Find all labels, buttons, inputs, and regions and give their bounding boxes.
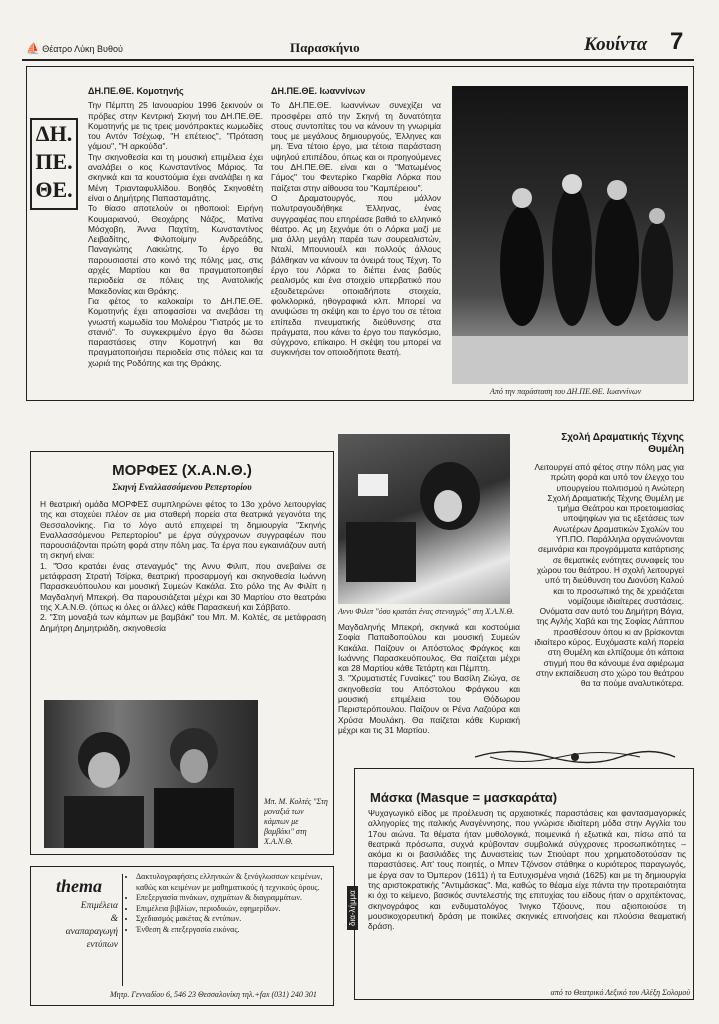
morfes-body-continued: Μαγδαληνής Μπεκρή, σκηνικά και κοστούμια Σοφία Παπαδοπούλου και μουσική Συμεών Κακάλα. Παίζουν οι Απόστολος Φράγκος και Ιωάννης Παρασκευόπουλος. Θα παίζεται μέχρι και 28 Μαρτίου κάθε Τετάρτη και Πέμπτη. 3. "Χρυματιστές Γυναίκες" του Βασίλη Ζιώγα, σε σκηνοθεσία του Απόστολου Φράγκου και μουσική επιμέλεια του Θόδωρου Περιστερόπουλου. Παίζουν οι Ρένα Λαζούρα και Χρύσα Μουλάκη. Θα παίζεται κάθε Κυριακή μέχρι και τις 31 Μαρτίου. xyxy=(338,622,520,735)
thema-logo: thema xyxy=(56,876,103,896)
ioannina-title: ΔΗ.ΠΕ.ΘΕ. Ιωαννίνων xyxy=(271,86,366,96)
mask-title: Μάσκα (Masque = μασκαράτα) xyxy=(370,790,558,805)
service-item: • Δακτυλογραφήσεις ελληνικών & ξενόγλωσσων κειμένων, καθώς και κειμένων με μαθηματικούς ή τεχνικούς όρους. xyxy=(136,872,336,893)
page-number: 7 xyxy=(670,28,684,55)
ioannina-photo-caption: Από την παράσταση του ΔΗ.ΠΕ.ΘΕ. Ιωαννίνων xyxy=(490,387,642,396)
ad-divider xyxy=(122,874,123,986)
komotini-body: Την Πέμπτη 25 Ιανουαρίου 1996 ξεκινούν οι πρόβες στην Κεντρική Σκηνή του ΔΗ.ΠΕ.ΘΕ. Κομοτηνής με τις τρεις μονόπρακτες κωμωδίες του Αντόν Τσέχωφ, "Η επέτειος", "Πρόταση γάμου", "Η αρκούδα". Την σκηνοθεσία και τη μουσική επιμέλεια έχει αναλάβει ο κος Κωνσταντίνος Μάριος. Τα σκηνικά και τα κουστούμια έχει αναλάβει η κα Μένη Τριανταφυλλίδου. Βοηθός Σκηνοθέτη είναι ο Δημήτρης Παπασταμάτης. Το θίασο αποτελούν οι ηθοποιοί: Ειρήνη Κουμαριανού, Θεοχάρης Νάζος, Ματίνα Μόσχοβη, Άννα Παχτίτη, Κωνσταντίνος Λειβαδίτης, Φιλοποίμην Ανδρεάδης, Παναγιώτης Λακιώτης. Το έργο θα παρουσιαστεί στο κοινό της πόλης μας, στις αρχές Μαρτίου και θα πραγματοποιηθεί περιοδεία σε πόλεις της Ανατολικής Μακεδονίας και Θράκης. Για φέτος το καλοκαίρι το ΔΗ.ΠΕ.ΘΕ. Κομοτηνής έχει αποφασίσει να ανεβάσει τη γνωστή κωμωδία του Μολιέρου "Γιατρός με το στανιό". Το συγκεκριμένο έργο θα δώσει παραστάσεις στην Κομοτηνή και θα πραγματοποιήσει περιοδεία στις πόλεις και τα χωριά της Ροδόπης και της Θράκης. xyxy=(88,100,263,368)
tagline-line1: Επιμέλεια xyxy=(80,901,118,911)
mask-source: από το Θεατρικό Λεξικό του Αλέξη Σολομού xyxy=(550,988,690,997)
header-brand xyxy=(26,42,123,55)
ioannina-article xyxy=(271,86,441,358)
morfes-subtitle: Σκηνή Εναλλασσόμενου Ρεπερτορίου xyxy=(112,482,252,492)
ship-icon: ⛵ xyxy=(26,43,40,55)
header-rule xyxy=(22,59,694,61)
performance-figures-illustration xyxy=(452,86,688,384)
thema-services xyxy=(126,872,336,935)
komotini-title: ΔΗ.ΠΕ.ΘΕ. Κομοτηνής xyxy=(88,86,184,96)
section-title: Παρασκήνιο xyxy=(290,40,360,55)
koltes-play-photo xyxy=(44,700,258,848)
komotini-article xyxy=(88,86,263,368)
service-item: • Επεξεργασία πινάκων, σχημάτων & διαγραμμάτων. xyxy=(136,893,336,904)
morfes-title: ΜΟΡΦΕΣ (Χ.Α.Ν.Θ.) xyxy=(112,462,252,479)
service-item: • Επιμέλεια βιβλίων, περιοδικών, εφημερίδων. xyxy=(136,904,336,915)
badge-line3: ΘΕ. xyxy=(35,177,73,202)
morfes-actress-photo xyxy=(338,434,510,604)
thema-address: Μητρ. Γενναδίου 6, 546 23 Θεσσαλονίκη τηλ.+fax (031) 240 301 xyxy=(110,990,317,999)
school-title: Σχολή Δραματικής Τέχνης Θυμέλη xyxy=(561,432,684,455)
koltes-photo-caption: Μπ. Μ. Κολτές "Στη μοναξιά των κάμπων με βαμβάκι" στη Χ.Α.Ν.Θ. xyxy=(264,797,328,846)
flourish-icon xyxy=(470,746,680,768)
thema-tagline xyxy=(38,900,118,952)
mask-side-label: δια-λήμμα xyxy=(347,886,358,930)
service-item: • Σχεδιασμός μακέτας & εντύπων. xyxy=(136,914,336,925)
ornament-divider xyxy=(470,746,680,768)
ioannina-performance-photo xyxy=(452,86,688,384)
two-actors-illustration xyxy=(44,700,258,848)
badge-line2: ΠΕ. xyxy=(35,149,73,174)
tagline-line2: & xyxy=(110,914,118,924)
service-item: • Ένθεση & επεξεργασία εικόνας. xyxy=(136,925,336,936)
magazine-name: Κουίντα xyxy=(584,34,648,55)
actress-illustration xyxy=(338,434,510,604)
header-brand-text: Θέατρο Λύκη Βυθού xyxy=(42,44,123,54)
ioannina-body: Το ΔΗ.ΠΕ.ΘΕ. Ιωαννίνων συνεχίζει να προσφέρει από την Σκηνή τη δυνατότητα στους συντοπίτες του να κάνουν τη γνωριμία τους με μεγάλους δημιουργούς, Έλληνες και μη. Ένα τέτοιο έργο, μια τέτοια παράσταση υψηλού επιπέδου, όπως και οι προηγούμενες του ΔΗ.ΠΕ.ΘΕ. είναι και ο "Ματωμένος Γάμος" του Φεντερίκο Γκαρθία Λόρκα που παίζεται στην αίθουσα του "Καμπέρειου". Ο Δραματουργός, που μάλλον πολυτραγουδήθηκε Έλληνας, ένας συγγραφέας που επηρέασε βαθιά το ελληνικό θέατρο. Ας μη ξεχνάμε ότι ο Λόρκα μαζί με μια άλλη μεγάλη παρέα των σουρεαλιστών, Νταλί, Μπουνιουέλ και πολλούς άλλους βάλθηκαν να κάνουν τα όνειρά τους Τέχνη. Το έργο του Λόρκα το διέπει ένας βαθύς ρεαλισμός και ένα στοιχείο υπερβατικό που εξουδετερώνει οποιαδήποτε στοιχεία, φολκλορικά, ηθογραφικά κλπ. Μπορεί να ανυψώσει τη σκέψη και το έργο του σε τέτοια επίπεδα πνευματικής διεύθυνσης στα πράγματα, που κάνει το έργο του παγκόσμιο, σύγχρονο, επίκαιρο. Η σκέψη του μπορεί να συγκινήσει τον οποιοδήποτε θεατή. xyxy=(271,100,441,358)
morfes-photo-caption: Αννυ Φιλιπ "όσο κρατάει ένας στεναγμός" στη Χ.Α.Ν.Θ. xyxy=(338,607,515,616)
morfes-body: Η θεατρική ομάδα ΜΟΡΦΕΣ συμπληρώνει φέτος το 13ο χρόνο λειτουργίας της και στοχεύει πλέον σε μια σταθερή πορεία στα θεατρικά γεγονότα της Θεσσαλονίκης. Για το λόγο αυτό επιχειρεί τη δημιουργία "Σκηνής Εναλλασσόμενου Ρεπερτορίου" με έργα σύγχρονων συγγραφέων που παρουσιάζονται πρώτη φορά στην πόλη μας. Τα έργα που εγκαινιάζουν αυτή τη σκηνή είναι: 1. "Όσο κρατάει ένας στεναγμός" της Αννυ Φιλιπ, που ανεβαίνει σε μετάφραση Στρατή Τσίρκα, θεατρική προσαρμογή και σκηνοθεσία Ιωάννη Παρασκευόπουλου και μουσική Συμεών Κακάλα. Στο ρόλο της Αν Φιλίπ η Μαγδαληνή Μπεκρή. Θα παρουσιάζεται μέχρι και 30 Μαρτίου στο θεατράκι της Χ.Α.Ν.Θ. (όπως κι όλες οι άλλες) κάθε Παρασκευή και Σάββατο. 2. "Στη μοναξιά των κάμπων με βαμβάκι" του Μπ. Μ. Κολτές, σε μετάφραση Δημήτρη Δημητριάδη, σκηνοθεσία xyxy=(40,499,326,633)
dipethe-badge xyxy=(30,118,78,210)
badge-line1: ΔΗ. xyxy=(35,121,73,146)
school-body: Λειτουργεί από φέτος στην πόλη μας για πρώτη φορά και υπό τον έλεγχο του υπουργείου πολιτισμού η Ανώτερη Σχολή Δραματικής Τέχνης Θυμέλη με τμήμα Θεάτρου και προετοιμασίας υποψηφίων για τις εξετάσεις των Ανωτέρων Δραματικών Σχολών του ΥΠ.ΠΟ. Παράλληλα οργανώνονται σεμινάρια και προγράμματα κατάρτισης σε θεματικές ενότητες συναφείς του χώρου του θεάτρου. Η σχολή λειτουργεί υπό τη διεύθυνση του Διονύση Καλού και το προσωπικό της δε χρειάζεται νομίζουμε ιδιαίτερες συστάσεις. Ονόματα σαν αυτό του Δημήτρη Βάγια, της Αγλής Χαβά και της Σοφίας Λάππου προσθέσουν όπου κι αν βρίσκονται ιδιαίτερο κύρος. Ευχόμαστε καλή πορεία στη Θυμέλη και ελπίζουμε ότι κάποια στιγμή που θα κάνουμε ένα αφιέρωμα στην εκπαίδευση στο χώρο του θεάτρου θα τα πούμε αναλυτικότερα. xyxy=(534,462,684,689)
tagline-line3: αναπαραγωγή xyxy=(65,927,118,937)
tagline-line4: εντύπων xyxy=(86,940,118,950)
school-article xyxy=(534,432,684,689)
mask-body: Ψυχαγωγικό είδος με προέλευση τις αρχαιοτικές παραστάσεις και φαντασμαγορικές αλληγορίες της ιταλικής Αναγέννησης, που γνώρισε ιδιαίτερη μόδα στην Αγγλία του 17ου αιώνα. Τα θέματα ήταν μυθολογικά, ποιμενικά ή εξωτικά και, πίσω από τα θεατρικά πρόσωπα, συχνά κρύβονταν συμβολικά σύγχρονες προσωπικότητες – ακόμα κι οι βασιλιάδες της Δυναστείας των Στιούαρτ που χρηματοδοτούσαν τις παραστάσεις. Απ' τους ποιητές, ο Μπεν Τζόνσον στάθηκε ο κυριότερος παραγωγός, με έργα σαν το Όμπερον (1611) ή τα Ευτυχισμένα νησιά (1625) και με τη δημιουργία της αριστοκρατικής "Αντιμάσκας". Μα, καθώς το θέαμα είχε πάντα την προτεραιότητα κι όχι το κείμενο, βασικός συντελεστής της επιτυχίας του είδους ήταν ο αρχιτέκτονας, σκηνογράφος και ενδυματολόγος Ίνιγκο Τζόουνς, που αξιοποιούσε τη μουσικοχορευτική δράση με ποικίλες σκηνικές επινοήσεις και πλούσια θεαματική δράση. xyxy=(368,808,686,932)
